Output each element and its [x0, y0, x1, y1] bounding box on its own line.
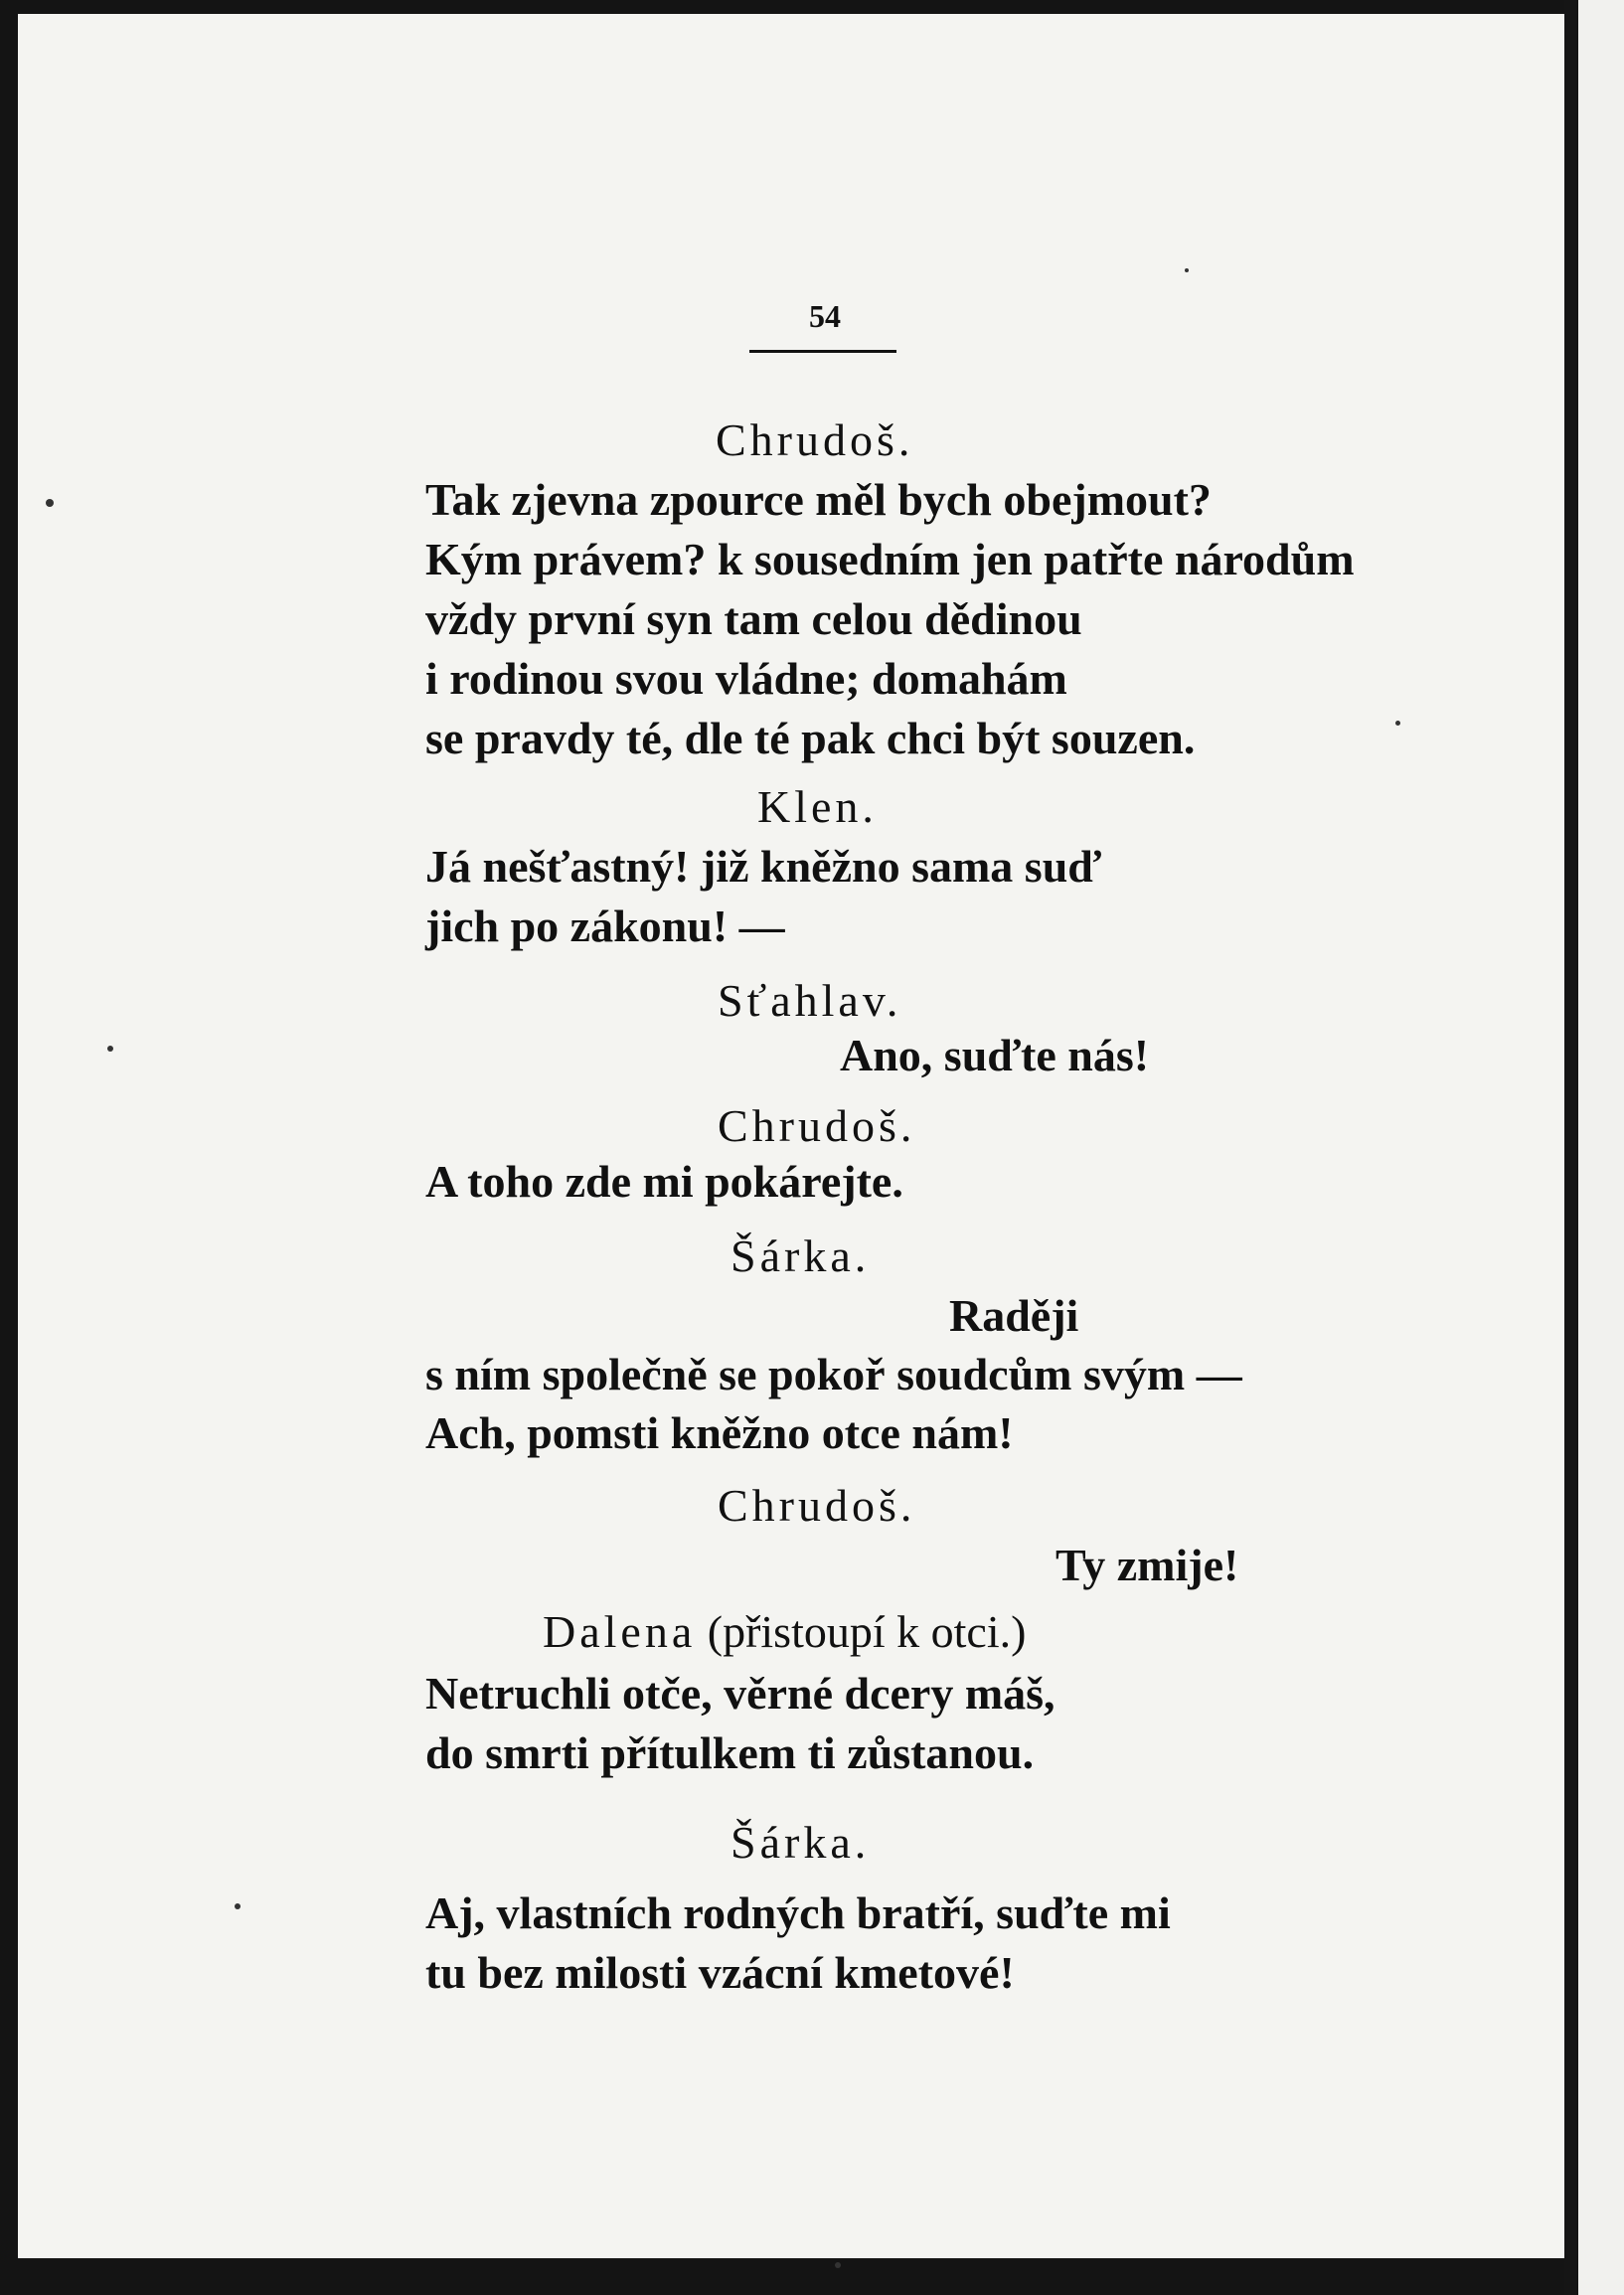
- verse-line: Tak zjevna zpource měl bych obejmout?: [425, 474, 1212, 525]
- verse-line: se pravdy té, dle té pak chci být souzen.: [425, 713, 1196, 763]
- verse-line: vždy první syn tam celou dědinou: [425, 593, 1082, 644]
- speaker-label: Chrudoš.: [718, 1480, 916, 1531]
- verse-line: Ty zmije!: [1056, 1540, 1239, 1590]
- verse-line: tu bez milosti vzácní kmetové!: [425, 1947, 1015, 1998]
- verse-line: Ach, pomsti kněžno otce nám!: [425, 1407, 1014, 1458]
- verse-line: Raději: [949, 1290, 1079, 1341]
- verse-line: A toho zde mi pokárejte.: [425, 1156, 903, 1207]
- verse-line: i rodinou svou vládne; domahám: [425, 653, 1067, 704]
- scan-speck: [1185, 268, 1189, 272]
- speaker-label: Chrudoš.: [716, 414, 914, 465]
- speaker-label: Klen.: [757, 781, 878, 832]
- verse-line: do smrti přítulkem ti zůstanou.: [425, 1727, 1035, 1778]
- scan-speck: [235, 1903, 241, 1909]
- verse-line: Já nešťastný! již kněžno sama suď: [425, 841, 1102, 892]
- next-page-edge: [1578, 0, 1624, 2295]
- speaker-label: Chrudoš.: [718, 1100, 916, 1151]
- page-number-rule: [749, 350, 896, 353]
- verse-line: Kým právem? k sousedním jen patřte národům: [425, 534, 1355, 584]
- verse-line: Ano, suďte nás!: [840, 1030, 1150, 1080]
- speaker-label: Šárka.: [731, 1230, 871, 1281]
- scan-speck: [835, 2262, 841, 2268]
- speaker-with-direction: [543, 1605, 1026, 1659]
- verse-line: Aj, vlastních rodných bratří, suďte mi: [425, 1887, 1171, 1938]
- scan-speck: [107, 1046, 113, 1052]
- page-number: 54: [809, 298, 841, 334]
- verse-line: s ním společně se pokoř soudcům svým —: [425, 1349, 1242, 1399]
- binding-gutter: [1564, 0, 1578, 2295]
- verse-line: jich po zákonu! —: [425, 901, 785, 951]
- verse-line: Netruchli otče, věrné dcery máš,: [425, 1668, 1056, 1719]
- scan-speck: [1395, 721, 1400, 726]
- speaker-label: Dalena: [543, 1606, 697, 1657]
- stage-direction: (přistoupí k otci.): [707, 1606, 1027, 1657]
- scan-speck: [46, 499, 54, 507]
- speaker-label: Šárka.: [731, 1817, 871, 1868]
- speaker-label: Sťahlav.: [718, 975, 902, 1026]
